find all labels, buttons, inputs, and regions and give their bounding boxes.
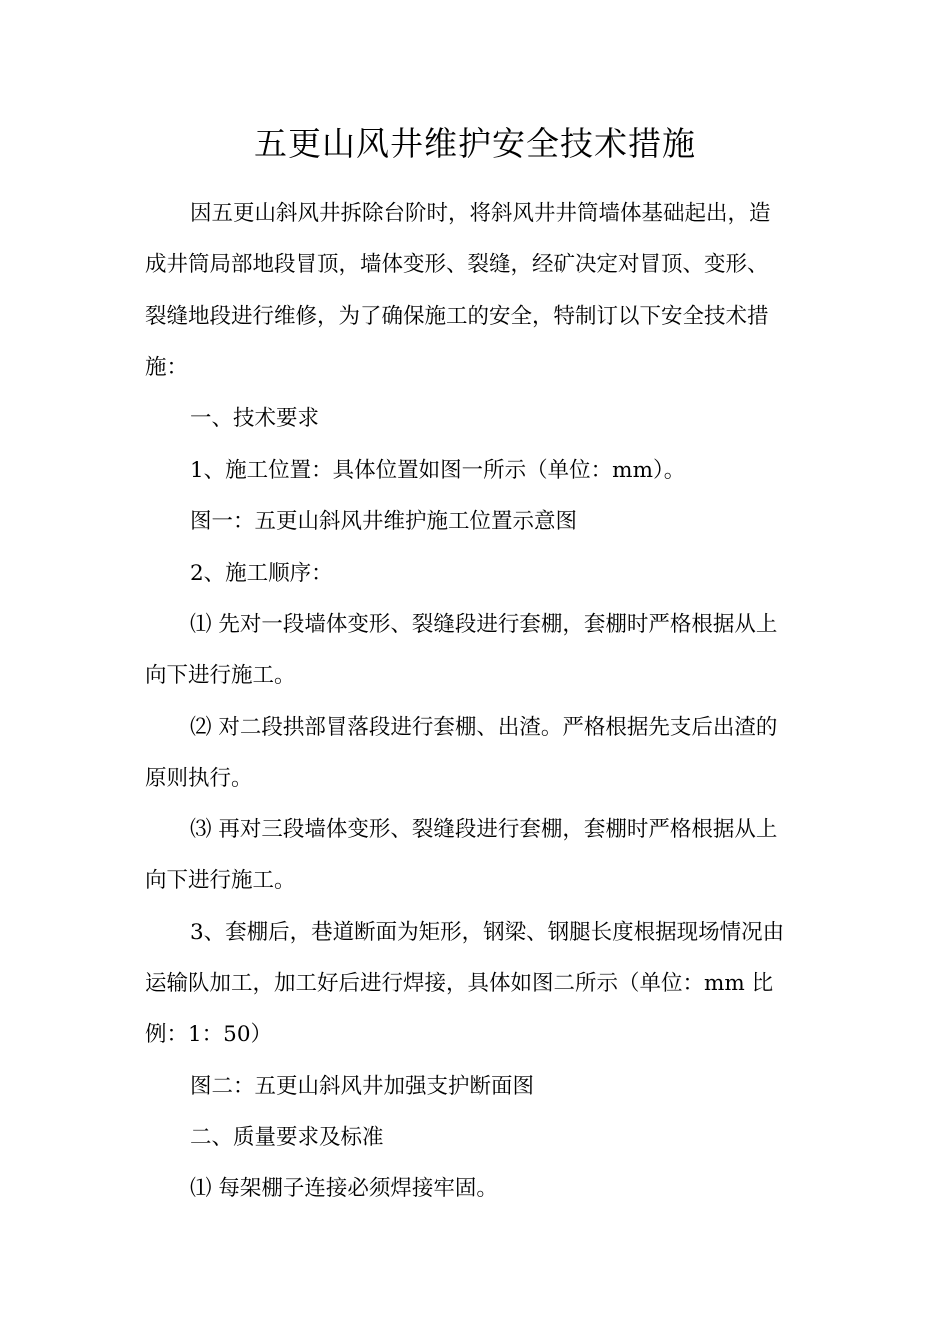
section-heading-technical: 一、技术要求 <box>190 406 320 431</box>
quality-item-1: ⑴ 每架棚子连接必须焊接牢固。 <box>190 1176 498 1201</box>
figure-caption-2: 图二：五更山斜风井加强支护断面图 <box>190 1074 535 1099</box>
step-3-line-1: ⑶ 再对三段墙体变形、裂缝段进行套棚，套棚时严格根据从上 <box>190 817 778 842</box>
item-3-line-2: 运输队加工，加工好后进行焊接，具体如图二所示（单位：mm 比 <box>145 971 774 996</box>
step-1-line-2: 向下进行施工。 <box>145 663 296 688</box>
paragraph-intro-line-3: 裂缝地段进行维修，为了确保施工的安全，特制订以下安全技术措 <box>145 304 769 329</box>
figure-caption-1: 图一：五更山斜风井维护施工位置示意图 <box>190 509 578 534</box>
document-title: 五更山风井维护安全技术措施 <box>254 124 696 163</box>
item-3-line-1: 3、套棚后，巷道断面为矩形，钢梁、钢腿长度根据现场情况由 <box>190 920 785 945</box>
item-construction-sequence: 2、施工顺序： <box>190 561 333 586</box>
step-2-line-1: ⑵ 对二段拱部冒落段进行套棚、出渣。严格根据先支后出渣的 <box>190 715 778 740</box>
item-3-line-3: 例：1：50） <box>145 1022 273 1047</box>
item-construction-location: 1、施工位置：具体位置如图一所示（单位：mm）。 <box>190 458 686 483</box>
step-1-line-1: ⑴ 先对一段墙体变形、裂缝段进行套棚，套棚时严格根据从上 <box>190 612 778 637</box>
paragraph-intro-line-4: 施： <box>145 355 189 380</box>
paragraph-intro-line-1: 因五更山斜风井拆除台阶时，将斜风井井筒墙体基础起出，造 <box>190 201 771 226</box>
step-2-line-2: 原则执行。 <box>145 766 253 791</box>
section-heading-quality: 二、质量要求及标准 <box>190 1125 384 1150</box>
paragraph-intro-line-2: 成井筒局部地段冒顶，墙体变形、裂缝，经矿决定对冒顶、变形、 <box>145 252 769 277</box>
step-3-line-2: 向下进行施工。 <box>145 868 296 893</box>
